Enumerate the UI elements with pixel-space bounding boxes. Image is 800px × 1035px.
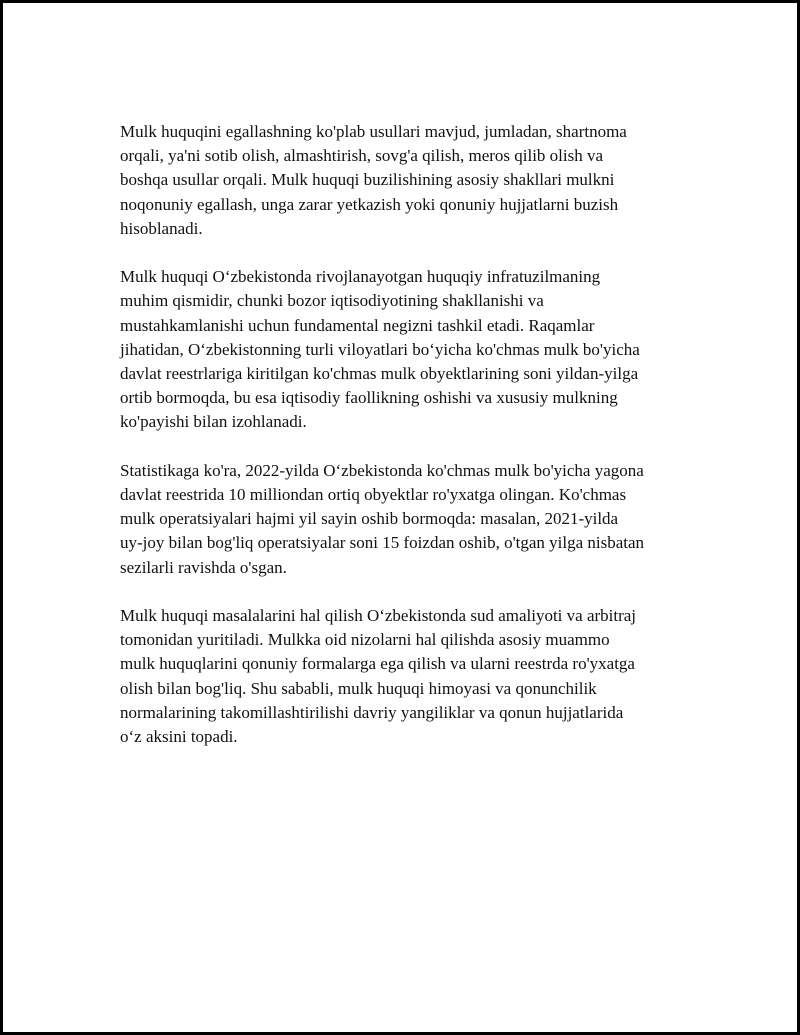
paragraph-4: Mulk huquqi masalalarini hal qilish O‘zbekistonda sud amaliyoti va arbitraj tomonidan yuritiladi. Mulkka oid nizolarni hal qilishda asosiy muammo mulk huquqlarini qonuniy formalarga ega qilish va ularni reestrda ro'yxatga olish bilan bog'liq. Shu sababli, mulk huquqi himoyasi va qonunchilik normalarining takomillashtirilishi davriy yangiliklar va qonun hujjatlarida o‘z aksini topadi. [120, 606, 637, 747]
paragraph-3: Statistikaga ko'ra, 2022-yilda O‘zbekistonda ko'chmas mulk bo'yicha yagona davlat reestrida 10 milliondan ortiq obyektlar ro'yxatga olingan. Ko'chmas mulk operatsiyalari hajmi yil sayin oshib bormoqda: masalan, 2021-yilda uy-joy bilan bog'liq operatsiyalar soni 15 foizdan oshib, o'tgan yilga nisbatan sezilarli ravishda o'sgan. [120, 460, 645, 577]
paragraph-2: Mulk huquqi O‘zbekistonda rivojlanayotgan huquqiy infratuzilmaning muhim qismidir, chunki bozor iqtisodiyotining shakllanishi va mustahkamlanishi uchun fundamental negizni tashkil etadi. Raqamlar jihatidan, O‘zbekistonning turli viloyatlari bo‘yicha ko'chmas mulk bo'yicha davlat reestrlariga kiritilgan ko'chmas mulk obyektlarining soni yildan-yilga ortib bormoqda, bu esa iqtisodiy faollikning oshishi va xususiy mulkning ko'payishi bilan izohlanadi. [120, 267, 640, 432]
paragraph-1: Mulk huquqini egallashning ko'plab usullari mavjud, jumladan, shartnoma orqali, ya'ni sotib olish, almashtirish, sovg'a qilish, meros qilib olish va boshqa usullar orqali. Mulk huquqi buzilishining asosiy shakllari mulkni noqonuniy egallash, unga zarar yetkazish yoki qonuniy hujjatlarni buzish hisoblanadi. [120, 122, 627, 238]
document-body [120, 120, 690, 773]
